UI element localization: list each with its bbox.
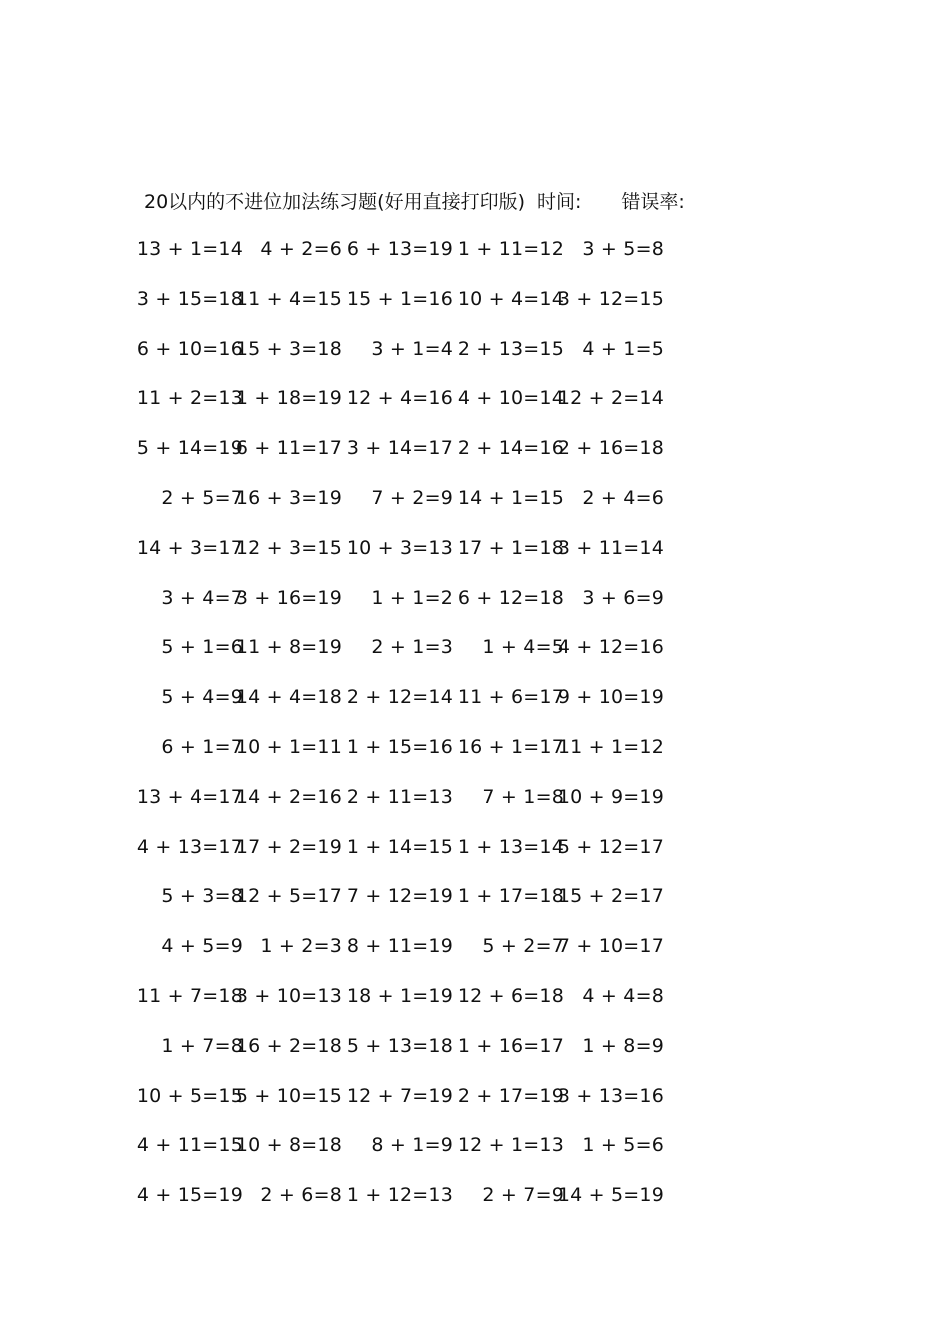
problem-cell: 3 + 11=14 <box>557 536 664 559</box>
problem-cell: 15 + 3=18 <box>235 337 342 360</box>
problem-cell: 5 + 12=17 <box>557 835 664 858</box>
problem-cell: 4 + 13=17 <box>136 835 243 858</box>
problem-cell: 3 + 5=8 <box>582 238 664 260</box>
problem-cell: 11 + 6=17 <box>457 686 564 709</box>
problem-cell: 5 + 2=7 <box>482 935 564 958</box>
problem-cell: 14 + 1=15 <box>457 487 564 509</box>
problem-row <box>0 533 950 563</box>
problem-cell: 6 + 12=18 <box>457 586 564 609</box>
problem-cell: 2 + 11=13 <box>346 785 453 808</box>
problem-cell: 4 + 2=6 <box>260 238 342 260</box>
problem-cell: 14 + 3=17 <box>136 536 243 559</box>
problem-cell: 3 + 16=19 <box>235 586 342 609</box>
problem-cell: 2 + 6=8 <box>260 1184 342 1207</box>
problem-cell: 1 + 2=3 <box>260 935 342 958</box>
error-rate-label: 错误率: <box>621 190 685 213</box>
problem-cell: 9 + 10=19 <box>557 686 664 709</box>
problem-cell: 3 + 14=17 <box>346 437 453 460</box>
problem-cell: 5 + 13=18 <box>346 1034 453 1057</box>
problem-cell: 14 + 2=16 <box>235 785 342 808</box>
problem-cell: 3 + 13=16 <box>557 1084 664 1107</box>
problem-cell: 15 + 1=16 <box>346 287 453 310</box>
problem-cell: 11 + 1=12 <box>557 736 664 758</box>
problem-cell: 1 + 16=17 <box>457 1034 564 1057</box>
problem-cell: 6 + 10=16 <box>136 337 243 360</box>
problem-cell: 4 + 1=5 <box>582 337 664 360</box>
problem-row <box>0 234 950 264</box>
problem-cell: 2 + 16=18 <box>557 437 664 460</box>
problem-row <box>0 1130 950 1160</box>
problem-cell: 3 + 12=15 <box>557 287 664 310</box>
problem-cell: 1 + 12=13 <box>346 1184 453 1207</box>
problem-cell: 13 + 4=17 <box>136 785 243 808</box>
problem-cell: 1 + 8=9 <box>582 1034 664 1057</box>
problem-cell: 4 + 12=16 <box>557 636 664 659</box>
problem-cell: 1 + 17=18 <box>457 885 564 908</box>
problem-cell: 2 + 1=3 <box>371 636 453 659</box>
problem-cell: 10 + 4=14 <box>457 287 564 310</box>
problem-row <box>0 981 950 1011</box>
problem-cell: 14 + 5=19 <box>557 1184 664 1207</box>
problem-row <box>0 583 950 613</box>
problem-cell: 4 + 5=9 <box>161 935 243 958</box>
problem-cell: 1 + 13=14 <box>457 835 564 858</box>
problem-cell: 2 + 5=7 <box>161 487 243 509</box>
problem-cell: 1 + 1=2 <box>371 586 453 609</box>
problem-cell: 11 + 4=15 <box>235 287 342 310</box>
problem-cell: 15 + 2=17 <box>557 885 664 908</box>
problem-cell: 14 + 4=18 <box>235 686 342 709</box>
problem-cell: 17 + 1=18 <box>457 536 564 559</box>
problem-row <box>0 732 950 762</box>
problem-cell: 12 + 6=18 <box>457 985 564 1007</box>
problem-cell: 6 + 13=19 <box>346 238 453 260</box>
problem-cell: 2 + 13=15 <box>457 337 564 360</box>
problem-row <box>0 931 950 961</box>
problem-row <box>0 1031 950 1061</box>
problem-row <box>0 433 950 463</box>
problem-cell: 11 + 8=19 <box>235 636 342 659</box>
problem-cell: 5 + 3=8 <box>161 885 243 908</box>
problem-cell: 12 + 1=13 <box>457 1134 564 1157</box>
problem-cell: 6 + 11=17 <box>235 437 342 460</box>
problem-row <box>0 1081 950 1111</box>
problem-cell: 4 + 4=8 <box>582 985 664 1007</box>
problem-cell: 10 + 8=18 <box>235 1134 342 1157</box>
problem-cell: 1 + 14=15 <box>346 835 453 858</box>
problem-cell: 3 + 1=4 <box>371 337 453 360</box>
problem-cell: 10 + 1=11 <box>235 736 342 758</box>
problem-cell: 10 + 5=15 <box>136 1084 243 1107</box>
problem-cell: 4 + 11=15 <box>136 1134 243 1157</box>
problem-cell: 2 + 4=6 <box>582 487 664 509</box>
problem-cell: 1 + 5=6 <box>582 1134 664 1157</box>
problem-cell: 12 + 7=19 <box>346 1084 453 1107</box>
problem-cell: 12 + 3=15 <box>235 536 342 559</box>
problem-row <box>0 782 950 812</box>
problem-cell: 1 + 11=12 <box>457 238 564 260</box>
problem-cell: 1 + 7=8 <box>161 1034 243 1057</box>
problem-cell: 2 + 7=9 <box>482 1184 564 1207</box>
problem-cell: 2 + 17=19 <box>457 1084 564 1107</box>
problem-cell: 12 + 2=14 <box>557 387 664 410</box>
problem-cell: 4 + 10=14 <box>457 387 564 410</box>
problem-row <box>0 334 950 364</box>
problem-row <box>0 383 950 413</box>
problem-cell: 10 + 3=13 <box>346 536 453 559</box>
problem-cell: 16 + 1=17 <box>457 736 564 758</box>
problem-cell: 1 + 4=5 <box>482 636 564 659</box>
problem-cell: 4 + 15=19 <box>136 1184 243 1207</box>
problem-cell: 5 + 4=9 <box>161 686 243 709</box>
problem-row <box>0 284 950 314</box>
time-label: 时间: <box>537 190 582 213</box>
problem-cell: 5 + 14=19 <box>136 437 243 460</box>
problem-cell: 1 + 18=19 <box>235 387 342 410</box>
worksheet-header <box>144 186 685 214</box>
problem-cell: 11 + 7=18 <box>136 985 243 1007</box>
problem-cell: 7 + 10=17 <box>557 935 664 958</box>
problem-cell: 11 + 2=13 <box>136 387 243 410</box>
problem-cell: 16 + 2=18 <box>235 1034 342 1057</box>
problem-cell: 7 + 12=19 <box>346 885 453 908</box>
problem-cell: 18 + 1=19 <box>346 985 453 1007</box>
problem-cell: 7 + 2=9 <box>371 487 453 509</box>
problem-cell: 3 + 10=13 <box>235 985 342 1007</box>
problem-row <box>0 832 950 862</box>
problem-row <box>0 1180 950 1210</box>
problem-cell: 7 + 1=8 <box>482 785 564 808</box>
problem-cell: 3 + 4=7 <box>161 586 243 609</box>
problem-cell: 8 + 11=19 <box>346 935 453 958</box>
problem-cell: 6 + 1=7 <box>161 736 243 758</box>
problem-cell: 8 + 1=9 <box>371 1134 453 1157</box>
problem-cell: 12 + 5=17 <box>235 885 342 908</box>
problem-cell: 2 + 12=14 <box>346 686 453 709</box>
problem-cell: 10 + 9=19 <box>557 785 664 808</box>
problem-row <box>0 682 950 712</box>
problem-cell: 3 + 6=9 <box>582 586 664 609</box>
worksheet-title: 20以内的不进位加法练习题(好用直接打印版) <box>144 190 526 213</box>
problem-row <box>0 483 950 513</box>
problem-cell: 2 + 14=16 <box>457 437 564 460</box>
problem-cell: 1 + 15=16 <box>346 736 453 758</box>
problem-row <box>0 881 950 911</box>
problem-cell: 13 + 1=14 <box>136 238 243 260</box>
problem-cell: 17 + 2=19 <box>235 835 342 858</box>
problem-cell: 12 + 4=16 <box>346 387 453 410</box>
problem-cell: 5 + 1=6 <box>161 636 243 659</box>
problem-cell: 5 + 10=15 <box>235 1084 342 1107</box>
problem-row <box>0 632 950 662</box>
problem-cell: 16 + 3=19 <box>235 487 342 509</box>
problem-cell: 3 + 15=18 <box>136 287 243 310</box>
